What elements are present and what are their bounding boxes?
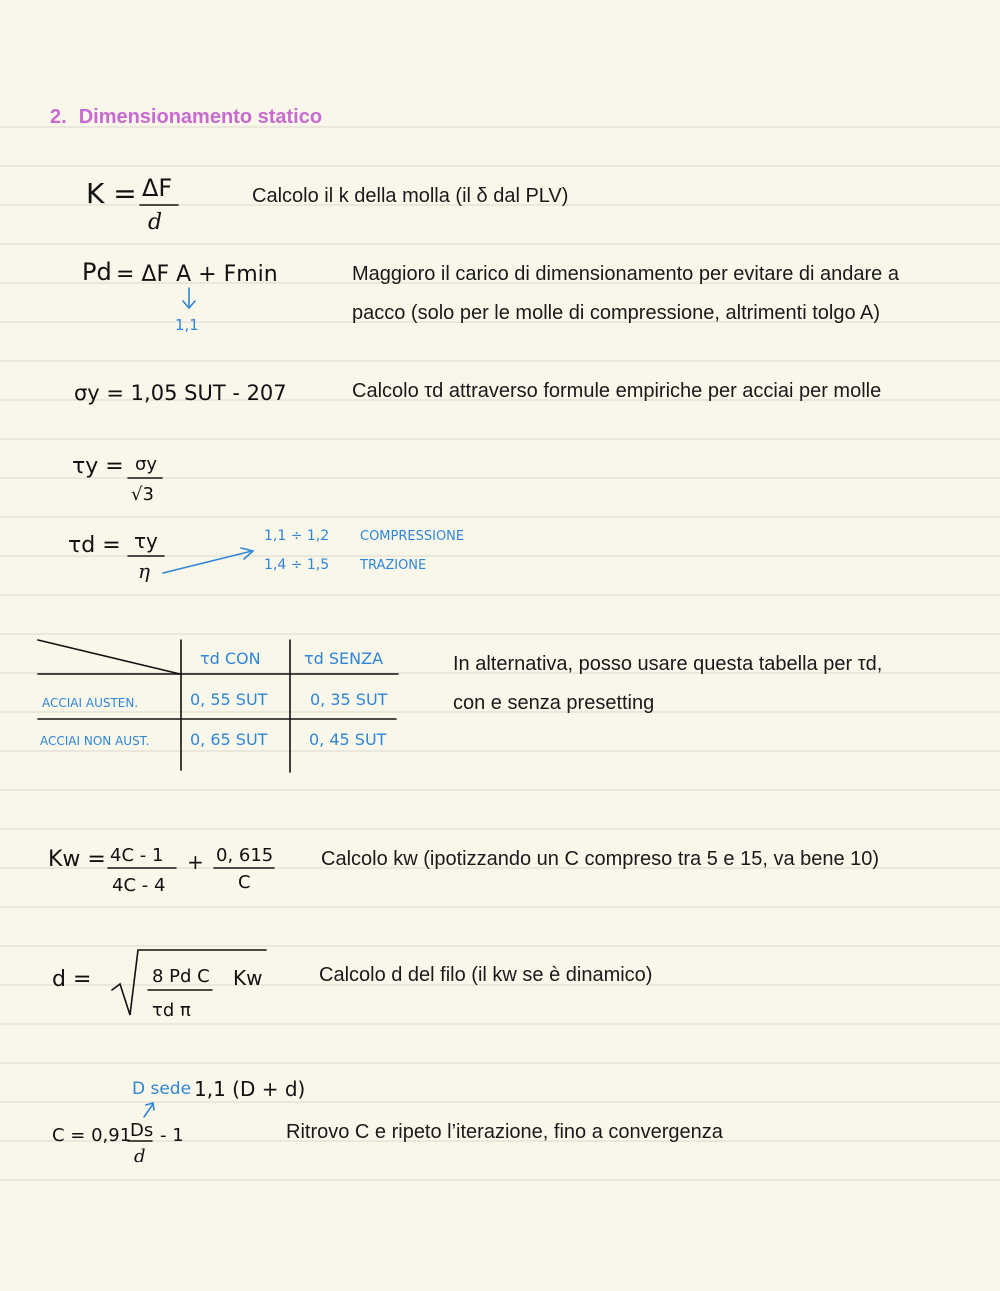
formula-k-den: d (148, 210, 163, 235)
formula-ty-lhs: τy = (72, 454, 124, 479)
td-label-traction: TRAZIONE (360, 558, 427, 573)
table-header-senza: τd SENZA (304, 649, 384, 668)
note-sy: Calcolo τd attraverso formule empiriche per acciai per molle (352, 380, 882, 402)
formula-kw-den1: 4C - 4 (112, 875, 166, 896)
formula-d-num: 8 Pd C (152, 966, 210, 987)
formula-td-lhs: τd = (68, 533, 121, 558)
formula-pd-a-value: 1,1 (175, 316, 199, 334)
formula-c-lhs: C = 0,91 (52, 1125, 132, 1146)
table-cell-con: 0, 65 SUT (190, 730, 268, 749)
formula-c-frac-num: Ds (130, 1120, 154, 1141)
formula-sy: σy = 1,05 SUT - 207 (74, 381, 287, 405)
formula-k-num: ΔF (142, 174, 173, 202)
formula-d-lhs: d = (52, 967, 92, 992)
note-d: Calcolo d del filo (il kw se è dinamico) (319, 964, 653, 986)
table-row-label: ACCIAI NON AUST. (40, 734, 150, 748)
note-c: Ritrovo C e ripeto l’iterazione, fino a convergenza (286, 1121, 723, 1143)
table-cell-con: 0, 55 SUT (190, 690, 268, 709)
formula-pd-lhs: Pd (82, 258, 112, 286)
formula-c-tail: - 1 (160, 1125, 184, 1146)
table-header-con: τd CON (200, 649, 261, 668)
formula-kw-num1: 4C - 1 (110, 845, 164, 866)
formula-ty-num: σy (135, 454, 158, 475)
td-range-traction: 1,4 ÷ 1,5 (264, 557, 330, 573)
note-k: Calcolo il k della molla (il δ dal PLV) (252, 185, 569, 207)
formula-c-frac-den: d (134, 1146, 146, 1167)
note-table-line1: In alternativa, posso usare questa tabella per τd, (453, 653, 883, 675)
note-pd-line2: pacco (solo per le molle di compressione, altrimenti tolgo A) (352, 302, 881, 324)
table-row-label: ACCIAI AUSTEN. (42, 696, 139, 710)
td-label-compression: COMPRESSIONE (360, 529, 465, 544)
section-number: 2. (50, 106, 67, 128)
formula-ty-den: √3 (131, 484, 154, 505)
table-cell-senza: 0, 35 SUT (310, 690, 388, 709)
formula-kw-plus: + (187, 850, 204, 874)
formula-kw-den2: C (238, 872, 251, 893)
formula-kw-lhs: Kw = (48, 847, 106, 872)
formula-td-den: η (138, 559, 150, 583)
formula-c-ds-formula: 1,1 (D + d) (194, 1077, 306, 1101)
formula-pd-rhs: = ΔF A + Fmin (116, 262, 278, 287)
formula-td-num: τy (134, 529, 158, 553)
formula-d-den: τd π (152, 1000, 191, 1021)
formula-c-ds-label: D sede (132, 1079, 192, 1099)
table-cell-senza: 0, 45 SUT (309, 730, 387, 749)
note-table-line2: con e senza presetting (453, 692, 655, 714)
formula-k-lhs: K = (86, 177, 137, 210)
formula-kw-num2: 0, 615 (216, 845, 274, 866)
note-pd-line1: Maggioro il carico di dimensionamento per evitare di andare a (352, 263, 899, 285)
td-range-compression: 1,1 ÷ 1,2 (264, 528, 330, 544)
section-title: Dimensionamento statico (78, 106, 323, 128)
formula-d-factor: Kw (233, 966, 263, 990)
note-kw: Calcolo kw (ipotizzando un C compreso tra 5 e 15, va bene 10) (321, 848, 880, 870)
